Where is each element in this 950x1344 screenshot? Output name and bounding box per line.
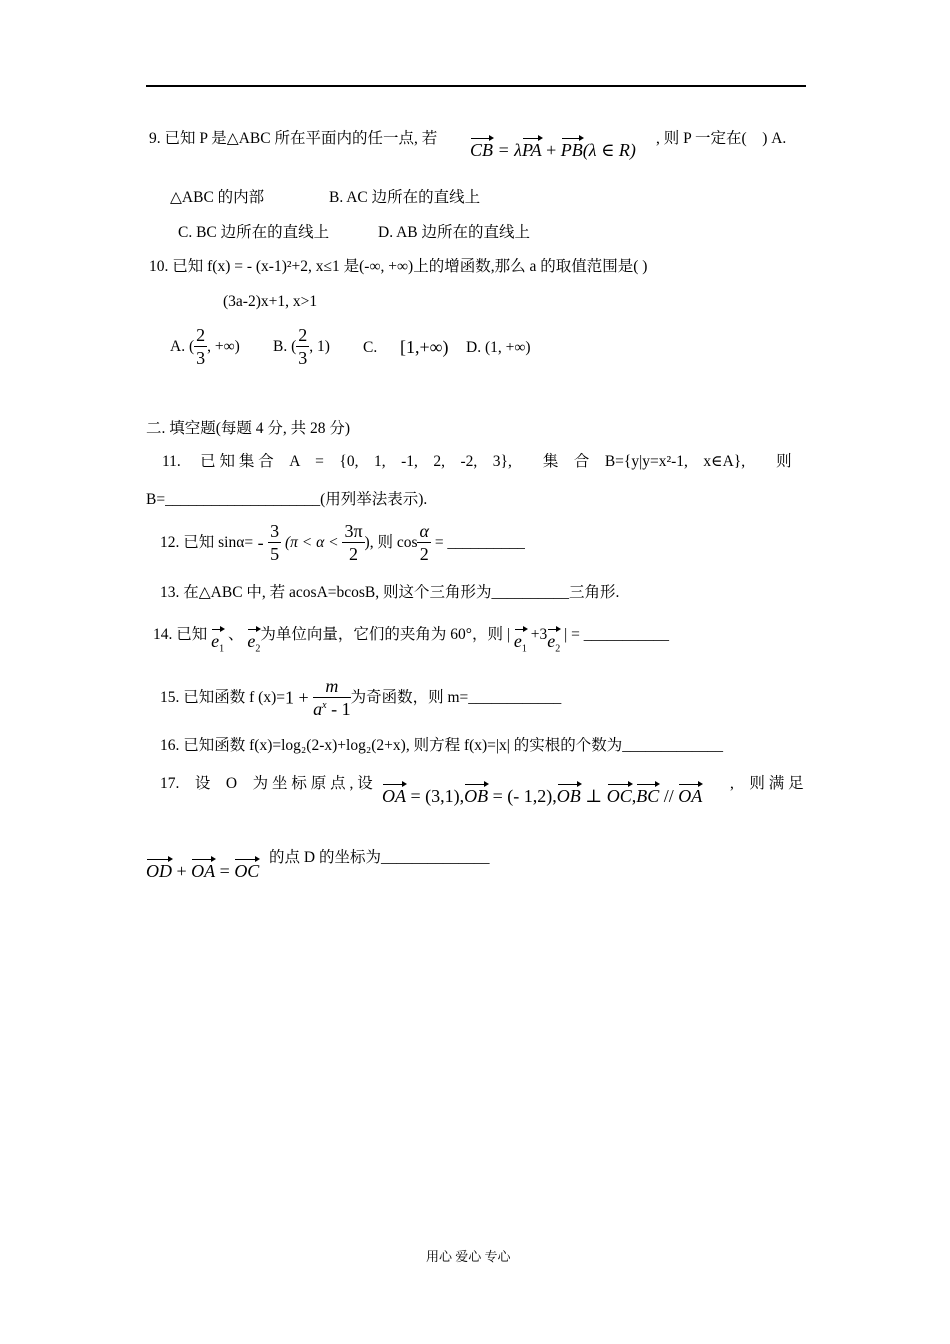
q14-e1b-sub: 1 <box>521 643 527 655</box>
vector-e1-second <box>514 632 527 655</box>
vector-e2 <box>247 632 260 655</box>
vector-oa-third: OA <box>191 861 216 881</box>
q10-line2: (3a-2)x+1, x>1 <box>223 293 318 310</box>
q15-den <box>313 698 350 718</box>
q12-range-pre: (π < α < <box>281 533 343 551</box>
q15-fraction <box>313 677 350 718</box>
q9-option-b: B. AC 边所在的直线上 <box>329 189 481 206</box>
vector-ob: OB <box>464 786 489 806</box>
q15-den-x: x <box>322 700 327 711</box>
vector-e2-second <box>547 632 560 655</box>
q14-line <box>153 624 669 655</box>
q14-e1b-letter: e <box>513 631 522 651</box>
q17-comma: , <box>631 786 637 806</box>
q10-option-a <box>170 326 240 367</box>
q10-option-c-value: [1,+∞) <box>400 337 449 357</box>
q14-e2b-letter: e <box>547 631 556 651</box>
q17-line2-eq: = <box>215 861 235 881</box>
q13-line: 13. 在△ABC 中, 若 acosA=bcosB, 则这个三角形为__________三角形. <box>160 584 620 601</box>
q12-post: = __________ <box>430 533 525 551</box>
q17-line2-plus: + <box>172 861 192 881</box>
q12-f2-num: 3π <box>344 521 363 541</box>
q9-formula <box>470 141 636 159</box>
q14-mid: 为单位向量，它们的夹角为 60°，则 | <box>260 626 510 643</box>
q17-v2: = (- 1,2), <box>488 786 557 806</box>
q14-post: | = ___________ <box>560 626 669 643</box>
q9-eq-lambda: = λ <box>493 140 522 160</box>
vector-pb: PB <box>560 140 583 160</box>
q12-fraction-sin <box>268 522 281 563</box>
q17-post: , 则 满 足 <box>730 775 804 792</box>
q9-suffix: , 则 P 一定在( ) A. <box>656 130 787 147</box>
q10-b-pre: B. ( <box>273 337 297 355</box>
q14-sep: 、 <box>228 626 244 643</box>
q12-f1-num: 3 <box>270 521 280 541</box>
q17-parallel: // <box>659 786 679 806</box>
q12-fraction-range <box>342 522 364 563</box>
q10-a-pre: A. ( <box>170 337 195 355</box>
q9-plus: + <box>541 140 561 160</box>
q15-post: 为奇函数，则 m=____________ <box>350 688 562 706</box>
q10-b-fraction <box>296 326 309 367</box>
q16-line: 16. 已知函数 f(x)=log₂(2-x)+log₂(2+x), 则方程 f(x)=|x| 的实根的个数为_____________ <box>160 737 723 754</box>
q11-line1: 11. 已 知 集 合 A = {0, 1, -1, 2, -2, 3}, 集 合 B={y|y=x²-1, x∈A}, 则 <box>162 453 792 470</box>
vector-cb: CB <box>470 140 494 160</box>
vector-pa: PA <box>521 140 542 160</box>
q9-line1 <box>149 131 437 147</box>
q12-pre: 12. 已知 sinα= <box>160 533 254 551</box>
q9-option-c: C. BC 边所在的直线上 <box>178 224 330 241</box>
q10-option-d: D. (1, +∞) <box>466 339 531 356</box>
q14-pre: 14. 已知 <box>153 626 208 643</box>
q10-b-den: 3 <box>298 348 308 368</box>
q12-range-post: ), 则 cos <box>364 533 418 551</box>
q14-e1-sub: 1 <box>219 643 225 655</box>
q14-e1-letter: e <box>211 631 220 651</box>
q12-line <box>160 522 525 563</box>
q10-line1: 10. 已知 f(x) = - (x-1)²+2, x≤1 是(-∞, +∞)上的增函数,那么 a 的取值范围是( ) <box>149 258 648 275</box>
q14-e2-letter: e <box>247 631 256 651</box>
page-footer: 用心 爱心 专心 <box>426 1249 511 1264</box>
q12-minus: - <box>253 532 269 553</box>
q17-formula <box>382 787 702 805</box>
q14-e2b-sub: 2 <box>555 643 561 655</box>
q10-a-post: , +∞) <box>207 337 240 355</box>
q17-line2-post: 的点 D 的坐标为______________ <box>269 849 490 866</box>
q12-fraction-cos <box>417 522 430 563</box>
q17-line2-formula <box>146 862 259 880</box>
q12-f2-den: 2 <box>348 544 358 564</box>
q12-f3-den: 2 <box>419 544 429 564</box>
q15-one-plus: 1 + <box>284 687 314 708</box>
vector-bc: BC <box>636 786 660 806</box>
q15-line <box>160 677 561 718</box>
q17-v1: = (3,1), <box>406 786 465 806</box>
q14-plus3: +3 <box>526 626 548 643</box>
q10-a-fraction <box>194 326 207 367</box>
header-rule <box>146 85 806 87</box>
q17-perp: ⊥ <box>580 786 607 806</box>
q9-option-a: △ABC 的内部 <box>170 189 265 206</box>
section-fill-in-title: 二. 填空题(每题 4 分, 共 28 分) <box>146 420 351 437</box>
q10-b-num: 2 <box>298 325 308 345</box>
vector-oc: OC <box>606 786 632 806</box>
q10-a-num: 2 <box>196 325 206 345</box>
vector-ob-second: OB <box>556 786 581 806</box>
q9-condition: (λ ∈ R) <box>582 140 636 160</box>
vector-oa-second: OA <box>678 786 703 806</box>
q9-prefix: 9. 已知 P 是△ABC 所在平面内的任一点, 若 <box>149 130 438 147</box>
q10-option-c-label: C. <box>363 339 378 356</box>
vector-od: OD <box>146 861 172 881</box>
q15-num: m <box>313 677 350 698</box>
q15-den-a: a <box>313 699 323 719</box>
vector-oa: OA <box>382 786 406 806</box>
vector-e1 <box>211 632 224 655</box>
q9-option-d: D. AB 边所在的直线上 <box>378 224 530 241</box>
q15-pre: 15. 已知函数 f (x)= <box>160 688 285 706</box>
q11-line2: B=____________________(用列举法表示). <box>146 491 428 508</box>
q12-f1-den: 5 <box>270 544 280 564</box>
q17-pre: 17. 设 O 为 坐 标 原 点 , 设 <box>160 775 373 792</box>
q14-e2-sub: 2 <box>255 643 261 655</box>
q10-option-b <box>273 326 330 367</box>
vector-oc-second: OC <box>234 861 260 881</box>
q12-f3-num: α <box>419 521 429 541</box>
q15-den-rest: - 1 <box>326 699 351 719</box>
q10-a-den: 3 <box>196 348 206 368</box>
q10-b-post: , 1) <box>309 337 330 355</box>
